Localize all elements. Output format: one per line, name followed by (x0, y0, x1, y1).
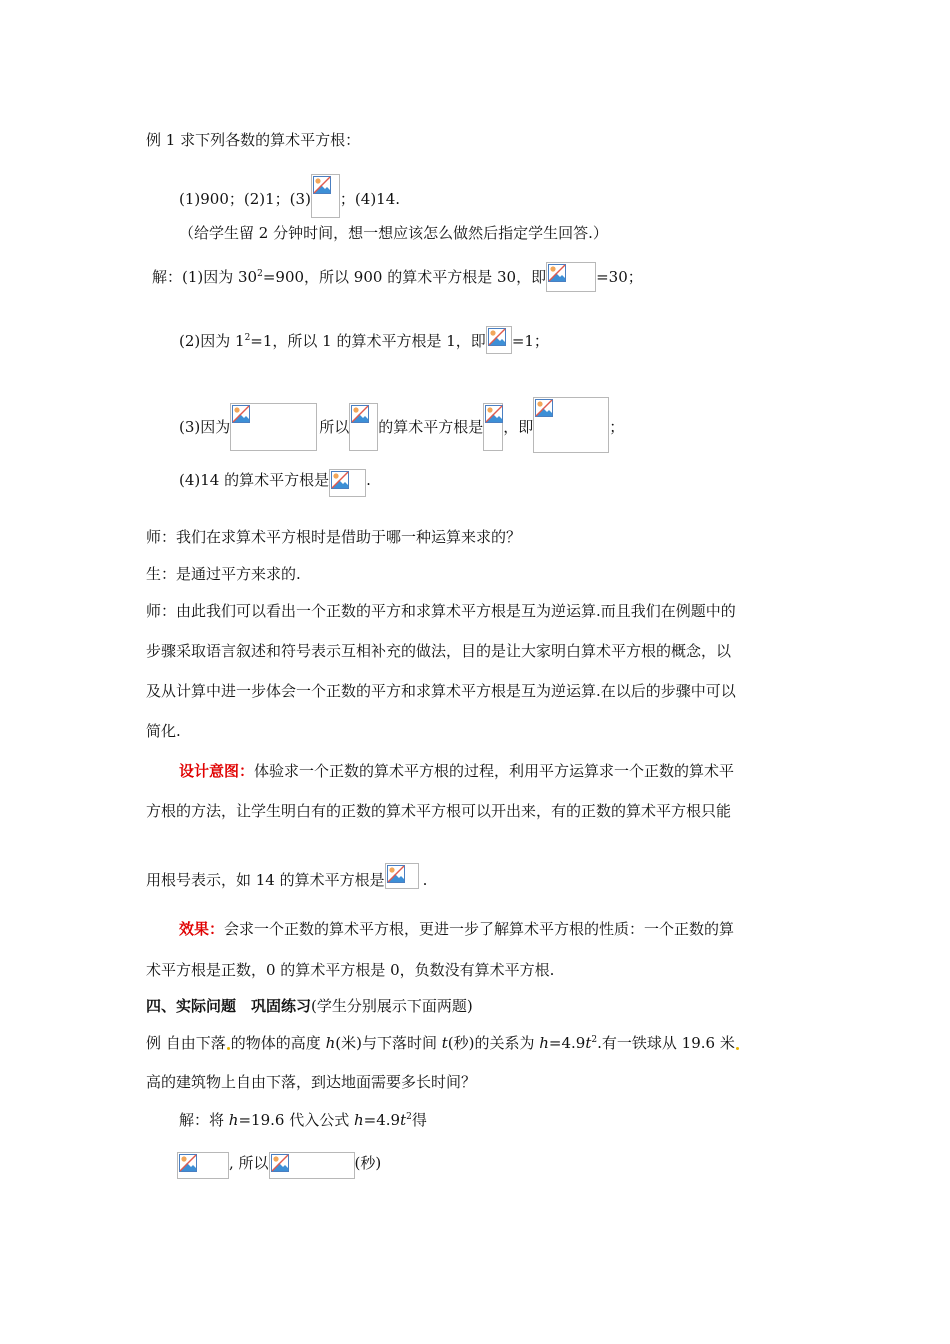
items-text-b: ；(4)14. (339, 190, 401, 208)
s1-text-b: =900，所以 900 的算术平方根是 30，即 (262, 268, 547, 286)
ex2-sup: 2 (591, 1035, 598, 1045)
example2-line-1 (146, 1033, 740, 1053)
ex2-text-b: 的物体的高度 (230, 1034, 326, 1052)
design-intent-label: 设计意图： (179, 762, 255, 780)
section-heading-title: 四、实际问题 巩固练习 (146, 997, 312, 1015)
ex2-text-f: .有一铁球从 19.6 米 (597, 1034, 735, 1052)
s2-text-b: =1，所以 1 的算术平方根是 1，即 (250, 332, 486, 350)
solution2-line-2 (177, 1152, 381, 1179)
student-answer: 生：是通过平方来求的. (146, 565, 301, 583)
ex2-var-t: t (441, 1034, 448, 1052)
s1-text-c: =30； (596, 268, 643, 286)
design-line3-text: 用根号表示，如 14 的算术平方根是 (146, 871, 385, 889)
design-intent-text: 体验求一个正数的算术平方根的过程，利用平方运算求一个正数的算术平 (254, 762, 735, 780)
sol2-text-a: 解：将 (179, 1111, 229, 1129)
formula-image (230, 403, 317, 451)
sol2-text-e: , 所以 (229, 1154, 269, 1172)
design-intent-line-2: 方根的方法，让学生明白有的正数的算术平方根可以开出来，有的正数的算术平方根只能 (146, 802, 732, 820)
design-intent-line-1 (179, 761, 734, 781)
example1-hint: （给学生留 2 分钟时间，想一想应该怎么做然后指定学生回答.） (179, 224, 608, 242)
formula-image (546, 262, 596, 292)
ex2-var-t2: t (585, 1034, 592, 1052)
s4-text-b: . (366, 471, 371, 489)
teacher-explain-line-3: 及从计算中进一步体会一个正数的平方和求算术平方根是互为逆运算.在以后的步骤中可以 (146, 682, 736, 700)
sol2-text-d: 得 (411, 1111, 427, 1129)
s3-text-c: 的算术平方根是 (378, 418, 484, 436)
solution-step-1 (152, 262, 643, 292)
s3-text-d: ，即 (503, 418, 534, 436)
broken-image-icon (331, 471, 349, 489)
s1-sup: 2 (257, 269, 263, 279)
s3-text-b: 所以 (319, 418, 350, 436)
section-heading-note: (学生分别展示下面两题) (311, 997, 473, 1015)
effect-line-1 (179, 919, 734, 939)
solution-step-2 (179, 326, 549, 354)
sol2-var-h2: h (353, 1111, 364, 1129)
teacher-explain-line-1: 师：由此我们可以看出一个正数的平方和求算术平方根是互为逆运算.而且我们在例题中的 (146, 602, 736, 620)
sol2-var-h: h (228, 1111, 239, 1129)
broken-image-icon (351, 405, 369, 423)
broken-image-icon (485, 405, 503, 423)
example1-items (179, 174, 400, 218)
ex2-text-c: (米)与下落时间 (335, 1034, 442, 1052)
sol2-sup: 2 (406, 1112, 412, 1122)
formula-image (483, 403, 503, 451)
section-heading (146, 996, 473, 1016)
broken-image-icon (179, 1154, 197, 1172)
solution-step-4 (179, 469, 371, 497)
s3-text-e: ； (609, 418, 625, 436)
broken-image-icon (548, 264, 566, 282)
ex2-text-d: (秒)的关系为 (447, 1034, 540, 1052)
s2-text-a: (2)因为 1 (179, 332, 245, 350)
sol2-text-f: (秒) (354, 1154, 382, 1172)
formula-image (329, 469, 366, 497)
design-intent-line-3 (146, 863, 427, 890)
design-line3-end: . (422, 871, 428, 889)
items-text-a: (1)900；(2)1；(3) (179, 190, 311, 208)
example1-title: 例 1 求下列各数的算术平方根： (146, 131, 361, 149)
s2-text-c: =1； (511, 332, 549, 350)
s4-text-a: (4)14 的算术平方根是 (179, 471, 330, 489)
ex2-text-a: 例 自由下落 (146, 1034, 226, 1052)
formula-image (177, 1152, 229, 1179)
formula-image (385, 863, 419, 889)
marker-dot (736, 1047, 739, 1050)
example2-line-2: 高的建筑物上自由下落，到达地面需要多长时间？ (146, 1073, 477, 1091)
formula-image (533, 397, 609, 453)
sol2-text-c: =4.9 (363, 1111, 401, 1129)
broken-image-icon (535, 399, 553, 417)
effect-text: 会求一个正数的算术平方根，更进一步了解算术平方根的性质：一个正数的算 (224, 920, 735, 938)
sol2-text-b: =19.6 代入公式 (238, 1111, 354, 1129)
effect-label: 效果： (179, 920, 225, 938)
s1-text-a: 解：(1)因为 30 (152, 268, 258, 286)
ex2-text-e: =4.9 (548, 1034, 586, 1052)
broken-image-icon (488, 328, 506, 346)
broken-image-icon (387, 865, 405, 883)
broken-image-icon (313, 176, 331, 194)
formula-image (269, 1152, 355, 1179)
teacher-explain-line-2: 步骤采取语言叙述和符号表示互相补充的做法，目的是让大家明白算术平方根的概念，以 (146, 642, 732, 660)
effect-line-2: 术平方根是正数，0 的算术平方根是 0，负数没有算术平方根. (146, 961, 555, 979)
ex2-var-h: h (325, 1034, 336, 1052)
broken-image-icon (271, 1154, 289, 1172)
solution2-line-1 (179, 1110, 427, 1130)
teacher-question: 师：我们在求算术平方根时是借助于哪一种运算来求的？ (146, 528, 522, 546)
s2-sup: 2 (244, 333, 251, 343)
marker-dot (227, 1047, 230, 1050)
formula-image (349, 403, 378, 451)
solution-step-3 (179, 397, 624, 453)
ex2-var-h2: h (539, 1034, 549, 1052)
s3-text-a: (3)因为 (179, 418, 231, 436)
broken-image-icon (232, 405, 250, 423)
formula-image (486, 326, 512, 354)
formula-image (311, 174, 340, 218)
sol2-var-t: t (400, 1111, 407, 1129)
teacher-explain-line-4: 简化. (146, 722, 181, 740)
